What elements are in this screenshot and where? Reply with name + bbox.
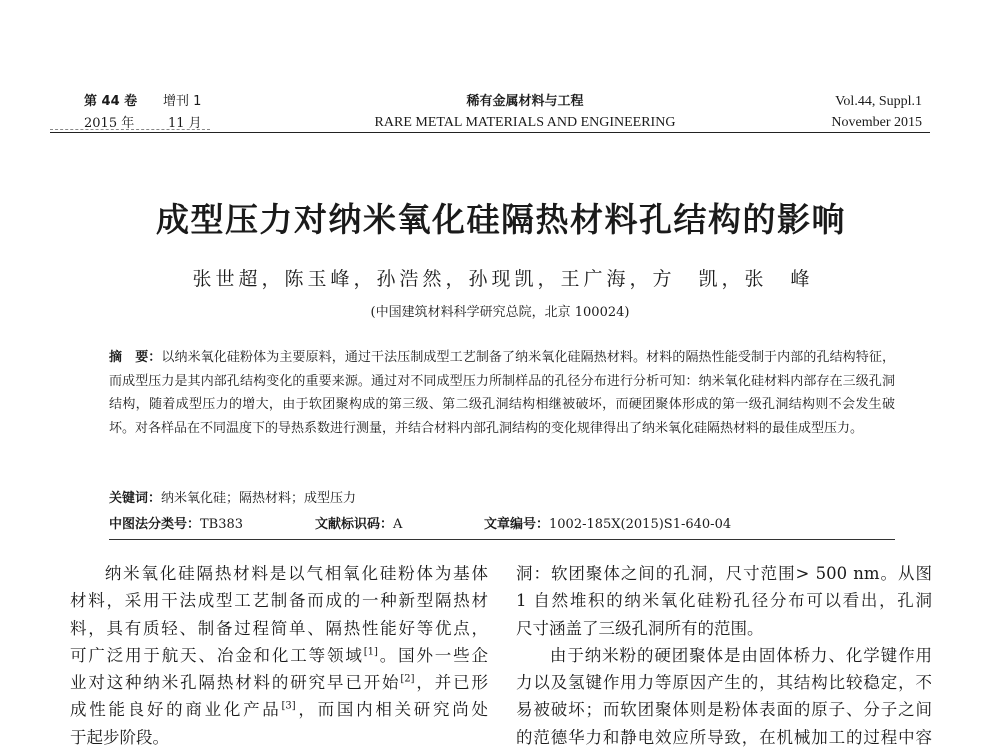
body-line (70, 642, 488, 669)
body-line: 料，具有质轻、制备过程简单、隔热性能好等优点， (70, 618, 488, 638)
body-line (70, 669, 488, 696)
body-text: ，并已形 (414, 673, 489, 693)
paper-title: 成型压力对纳米氧化硅隔热材料孔结构的影响 (156, 200, 846, 239)
abstract-text: 以纳米氧化硅粉体为主要原料，通过干法压制成型工艺制备了纳米氧化硅隔热材料。材料的隔热性能受制于内部的孔结构特征，而成型压力是其内部孔结构变化的重要来源。通过对不同成型压力所制样品的孔径分布进行分析可知：纳米氧化硅材料内部存在三级孔洞结构，随着成型压力的增大，由于软团聚构成的第三级、第二级孔洞结构相继被破坏，而硬团聚体形成的第一级孔洞结构则不会发生破坏。对各样品在不同温度下的导热系数进行测量，并结合材料内部孔洞结构的变化规律得出了纳米氧化硅隔热材料的最佳成型压力。 (109, 350, 895, 436)
body-line: 易被破坏；而软团聚体则是粉体表面的原子、分子之间 (516, 700, 932, 720)
header-issue: 增刊 1 (163, 94, 202, 109)
body-text: 可广泛用于航天、冶金和化工等领域 (70, 645, 364, 665)
article-number-label: 文章编号： (484, 517, 550, 532)
header-volume: 第 44 卷 (84, 94, 138, 109)
affiliation: (中国建筑材料科学研究总院，北京 100024) (370, 305, 630, 320)
abstract (109, 346, 895, 440)
body-line: 由于纳米粉的硬团聚体是由固体桥力、化学键作用 (549, 645, 932, 665)
body-line: 尺寸涵盖了三级孔洞所有的范围。 (516, 618, 764, 638)
body-text: 。国外一些企 (377, 645, 489, 665)
keywords-label: 关键词： (109, 491, 162, 506)
body-line: 于起步阶段。 (70, 727, 169, 747)
journal-title-en: RARE METAL MATERIALS AND ENGINEERING (374, 115, 676, 130)
abstract-separator-rule (109, 539, 895, 540)
header-month: 11 月 (168, 116, 202, 131)
body-column-left (70, 560, 488, 751)
document-code (315, 513, 402, 532)
body-line: 纳米氧化硅隔热材料是以气相氧化硅粉体为基体 (103, 564, 488, 583)
clc-number (109, 513, 243, 532)
clc-value: TB383 (200, 517, 244, 532)
header-dashed-rule (50, 129, 210, 130)
abstract-label: 摘 要： (109, 350, 162, 365)
header-volume-en: Vol.44, Suppl.1 (835, 94, 922, 109)
body-line: 材料，采用干法成型工艺制备而成的一种新型隔热材 (70, 591, 488, 611)
header-rule (50, 132, 930, 133)
body-column-right (516, 560, 932, 751)
body-text: 业对这种纳米孔隔热材料的研究早已开始 (70, 673, 401, 693)
body-line: 洞：软团聚体之间的孔洞，尺寸范围> 500 nm。从图 (516, 564, 932, 583)
citation-ref: [3] (281, 700, 296, 712)
body-line (70, 696, 488, 723)
body-text: ，而国内相关研究尚处 (295, 700, 489, 720)
clc-label: 中图法分类号： (109, 517, 201, 532)
body-line: 力以及氢键作用力等原因产生的，其结构比较稳定，不 (516, 673, 932, 693)
doc-code-value: A (393, 517, 403, 532)
header-year: 2015 年 (84, 116, 135, 131)
keywords-text: 纳米氧化硅；隔热材料；成型压力 (161, 491, 357, 506)
body-line: 的范德华力和静电效应所导致，在机械加工的过程中容 (516, 727, 932, 747)
citation-ref: [2] (400, 673, 415, 685)
doc-code-label: 文献标识码： (315, 517, 394, 532)
article-number (484, 513, 731, 532)
body-line: 1 自然堆积的纳米氧化硅粉孔径分布可以看出，孔洞 (516, 591, 932, 611)
author-list: 张世超，陈玉峰，孙浩然，孙现凯，王广海，方 凯，张 峰 (192, 268, 814, 290)
body-text: 成性能良好的商业化产品 (70, 700, 282, 720)
header-date-en: November 2015 (831, 115, 922, 130)
journal-title-cn: 稀有金属材料与工程 (466, 94, 584, 109)
citation-ref: [1] (363, 646, 378, 658)
keywords (109, 487, 356, 506)
article-number-value: 1002-185X(2015)S1-640-04 (549, 517, 732, 532)
